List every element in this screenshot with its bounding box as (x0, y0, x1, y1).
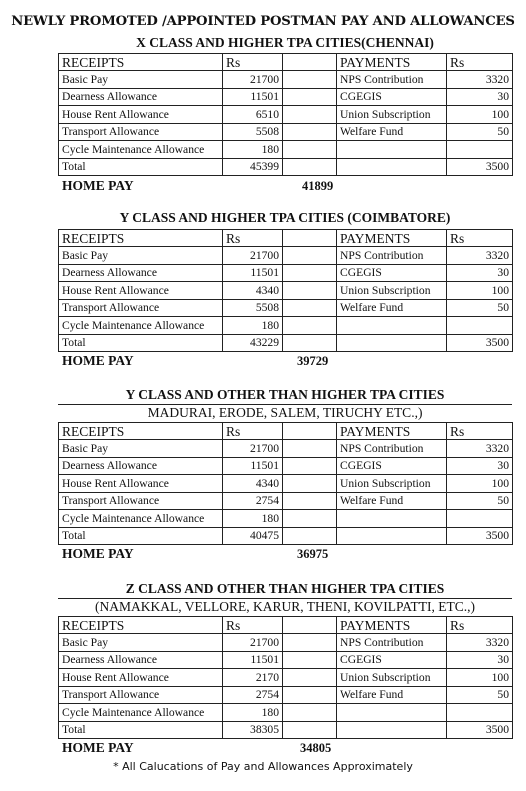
blank-cell (283, 617, 337, 634)
payment-value: 50 (447, 492, 513, 510)
payments-header: PAYMENTS (337, 617, 447, 634)
receipt-label: Cycle Maintenance Allowance (59, 704, 223, 722)
payment-label: Welfare Fund (337, 299, 447, 317)
rs-header: Rs (447, 423, 513, 440)
blank-cell (283, 686, 337, 704)
section-title: X CLASS AND HIGHER TPA CITIES(CHENNAI) (136, 35, 434, 50)
payment-label: CGEGIS (337, 651, 447, 669)
receipt-label: House Rent Allowance (59, 106, 223, 124)
home-pay-label: HOME PAY (62, 740, 134, 755)
receipt-label: House Rent Allowance (59, 282, 223, 300)
receipt-value: 21700 (223, 634, 283, 652)
receipt-value: 180 (223, 704, 283, 722)
receipt-label: Cycle Maintenance Allowance (59, 510, 223, 528)
payment-value: 100 (447, 106, 513, 124)
receipt-value: 11501 (223, 457, 283, 475)
receipt-label: Basic Pay (59, 440, 223, 458)
payment-label: Union Subscription (337, 669, 447, 687)
table-row (59, 651, 513, 669)
blank-cell (337, 317, 447, 335)
payment-label: NPS Contribution (337, 247, 447, 265)
blank-cell (283, 475, 337, 493)
receipt-label: Cycle Maintenance Allowance (59, 317, 223, 335)
receipt-label: Dearness Allowance (59, 264, 223, 282)
receipt-value: 11501 (223, 88, 283, 106)
receipt-value: 43229 (223, 334, 283, 352)
receipt-value: 4340 (223, 282, 283, 300)
blank-cell (283, 299, 337, 317)
payment-label: Welfare Fund (337, 686, 447, 704)
receipt-value: 38305 (223, 721, 283, 739)
payments-total-value: 3500 (447, 158, 513, 176)
receipt-value: 180 (223, 317, 283, 335)
home-pay-value: 34805 (300, 741, 332, 755)
table-row (59, 686, 513, 704)
blank-cell (337, 704, 447, 722)
blank-cell (283, 440, 337, 458)
table-row (59, 440, 513, 458)
payment-value: 3320 (447, 71, 513, 89)
payments-total-value: 3500 (447, 527, 513, 545)
rs-header: Rs (223, 230, 283, 247)
receipt-label: Total (59, 721, 223, 739)
table-row (59, 141, 513, 159)
receipt-value: 11501 (223, 264, 283, 282)
rs-header: Rs (447, 54, 513, 71)
receipt-value: 180 (223, 510, 283, 528)
receipts-header: RECEIPTS (59, 230, 223, 247)
blank-cell (283, 721, 337, 739)
receipt-value: 2754 (223, 492, 283, 510)
receipt-label: Total (59, 334, 223, 352)
receipt-label: House Rent Allowance (59, 475, 223, 493)
payments-header: PAYMENTS (337, 54, 447, 71)
payment-label: CGEGIS (337, 264, 447, 282)
payment-label: CGEGIS (337, 457, 447, 475)
receipt-value: 5508 (223, 299, 283, 317)
receipt-value: 45399 (223, 158, 283, 176)
table-row (59, 71, 513, 89)
home-pay-label: HOME PAY (62, 546, 134, 561)
receipt-label: Total (59, 527, 223, 545)
receipt-label: Dearness Allowance (59, 457, 223, 475)
receipt-value: 6510 (223, 106, 283, 124)
blank-cell (283, 141, 337, 159)
blank-cell (283, 264, 337, 282)
blank-cell (283, 634, 337, 652)
table-row (59, 492, 513, 510)
rs-header: Rs (223, 423, 283, 440)
section-subtitle: (NAMAKKAL, VELLORE, KARUR, THENI, KOVILPATTI, ETC.,) (58, 598, 512, 615)
receipt-value: 21700 (223, 247, 283, 265)
payment-value: 30 (447, 457, 513, 475)
table-row (59, 88, 513, 106)
table-row (59, 282, 513, 300)
table-row (59, 123, 513, 141)
receipt-label: Dearness Allowance (59, 651, 223, 669)
pay-table (58, 422, 513, 545)
receipt-value: 4340 (223, 475, 283, 493)
blank-cell (337, 141, 447, 159)
blank-cell (283, 334, 337, 352)
blank-cell (447, 704, 513, 722)
receipt-value: 11501 (223, 651, 283, 669)
table-row (59, 721, 513, 739)
payment-label: Union Subscription (337, 106, 447, 124)
payment-value: 3320 (447, 634, 513, 652)
blank-cell (337, 158, 447, 176)
home-pay-value: 39729 (297, 354, 329, 368)
payment-label: NPS Contribution (337, 71, 447, 89)
table-row (59, 669, 513, 687)
section-subtitle: MADURAI, ERODE, SALEM, TIRUCHY ETC.,) (58, 404, 512, 421)
payment-value: 100 (447, 475, 513, 493)
receipt-value: 21700 (223, 71, 283, 89)
rs-header: Rs (223, 54, 283, 71)
table-row (59, 510, 513, 528)
blank-cell (283, 282, 337, 300)
section-title: Y CLASS AND HIGHER TPA CITIES (COIMBATORE) (119, 210, 451, 225)
payment-label: Welfare Fund (337, 492, 447, 510)
blank-cell (283, 71, 337, 89)
blank-cell (337, 334, 447, 352)
receipt-label: Total (59, 158, 223, 176)
payment-label: Union Subscription (337, 475, 447, 493)
payment-label: NPS Contribution (337, 634, 447, 652)
payments-header: PAYMENTS (337, 423, 447, 440)
payment-value: 30 (447, 88, 513, 106)
table-row (59, 334, 513, 352)
receipt-value: 21700 (223, 440, 283, 458)
table-row (59, 264, 513, 282)
receipt-label: Basic Pay (59, 71, 223, 89)
payment-value: 50 (447, 686, 513, 704)
table-header-row (59, 230, 513, 247)
blank-cell (283, 651, 337, 669)
receipt-label: House Rent Allowance (59, 669, 223, 687)
rs-header: Rs (447, 230, 513, 247)
receipt-label: Basic Pay (59, 634, 223, 652)
home-pay-value: 36975 (297, 547, 329, 561)
receipts-header: RECEIPTS (59, 423, 223, 440)
payments-header: PAYMENTS (337, 230, 447, 247)
receipt-value: 180 (223, 141, 283, 159)
receipt-label: Cycle Maintenance Allowance (59, 141, 223, 159)
document-title: NEWLY PROMOTED /APPOINTED POSTMAN PAY AND ALLOWANCES (11, 14, 515, 29)
table-header-row (59, 54, 513, 71)
payment-label: NPS Contribution (337, 440, 447, 458)
table-header-row (59, 423, 513, 440)
pay-table (58, 616, 513, 739)
blank-cell (283, 247, 337, 265)
blank-cell (283, 510, 337, 528)
receipt-label: Basic Pay (59, 247, 223, 265)
blank-cell (283, 317, 337, 335)
payment-value: 100 (447, 669, 513, 687)
payments-total-value: 3500 (447, 721, 513, 739)
table-row (59, 475, 513, 493)
blank-cell (283, 123, 337, 141)
receipt-value: 2170 (223, 669, 283, 687)
blank-cell (337, 510, 447, 528)
pay-table (58, 53, 513, 176)
table-row (59, 704, 513, 722)
payment-value: 30 (447, 264, 513, 282)
blank-cell (283, 527, 337, 545)
table-row (59, 457, 513, 475)
payment-value: 3320 (447, 440, 513, 458)
blank-cell (337, 721, 447, 739)
payment-label: CGEGIS (337, 88, 447, 106)
table-row (59, 317, 513, 335)
blank-cell (447, 141, 513, 159)
blank-cell (447, 510, 513, 528)
receipt-label: Transport Allowance (59, 123, 223, 141)
blank-cell (283, 106, 337, 124)
receipts-header: RECEIPTS (59, 54, 223, 71)
receipt-label: Transport Allowance (59, 492, 223, 510)
payment-label: Welfare Fund (337, 123, 447, 141)
rs-header: Rs (447, 617, 513, 634)
table-row (59, 634, 513, 652)
payment-value: 100 (447, 282, 513, 300)
table-row (59, 527, 513, 545)
blank-cell (283, 669, 337, 687)
receipt-label: Transport Allowance (59, 686, 223, 704)
blank-cell (283, 230, 337, 247)
table-row (59, 299, 513, 317)
table-row (59, 247, 513, 265)
footnote: * All Calucations of Pay and Allowances Approximately (113, 760, 413, 773)
pay-table (58, 229, 513, 352)
blank-cell (283, 158, 337, 176)
table-row (59, 158, 513, 176)
payment-value: 30 (447, 651, 513, 669)
section-title: Z CLASS AND OTHER THAN HIGHER TPA CITIES (125, 581, 445, 596)
table-row (59, 106, 513, 124)
section-title: Y CLASS AND OTHER THAN HIGHER TPA CITIES (125, 387, 445, 402)
payment-value: 50 (447, 123, 513, 141)
blank-cell (283, 457, 337, 475)
home-pay-label: HOME PAY (62, 178, 134, 193)
blank-cell (283, 88, 337, 106)
payment-label: Union Subscription (337, 282, 447, 300)
receipt-value: 40475 (223, 527, 283, 545)
receipts-header: RECEIPTS (59, 617, 223, 634)
table-header-row (59, 617, 513, 634)
receipt-value: 5508 (223, 123, 283, 141)
payment-value: 50 (447, 299, 513, 317)
receipt-label: Transport Allowance (59, 299, 223, 317)
receipt-value: 2754 (223, 686, 283, 704)
rs-header: Rs (223, 617, 283, 634)
blank-cell (283, 704, 337, 722)
blank-cell (447, 317, 513, 335)
home-pay-value: 41899 (302, 179, 334, 193)
blank-cell (283, 423, 337, 440)
blank-cell (337, 527, 447, 545)
home-pay-label: HOME PAY (62, 353, 134, 368)
receipt-label: Dearness Allowance (59, 88, 223, 106)
blank-cell (283, 492, 337, 510)
payments-total-value: 3500 (447, 334, 513, 352)
payment-value: 3320 (447, 247, 513, 265)
blank-cell (283, 54, 337, 71)
